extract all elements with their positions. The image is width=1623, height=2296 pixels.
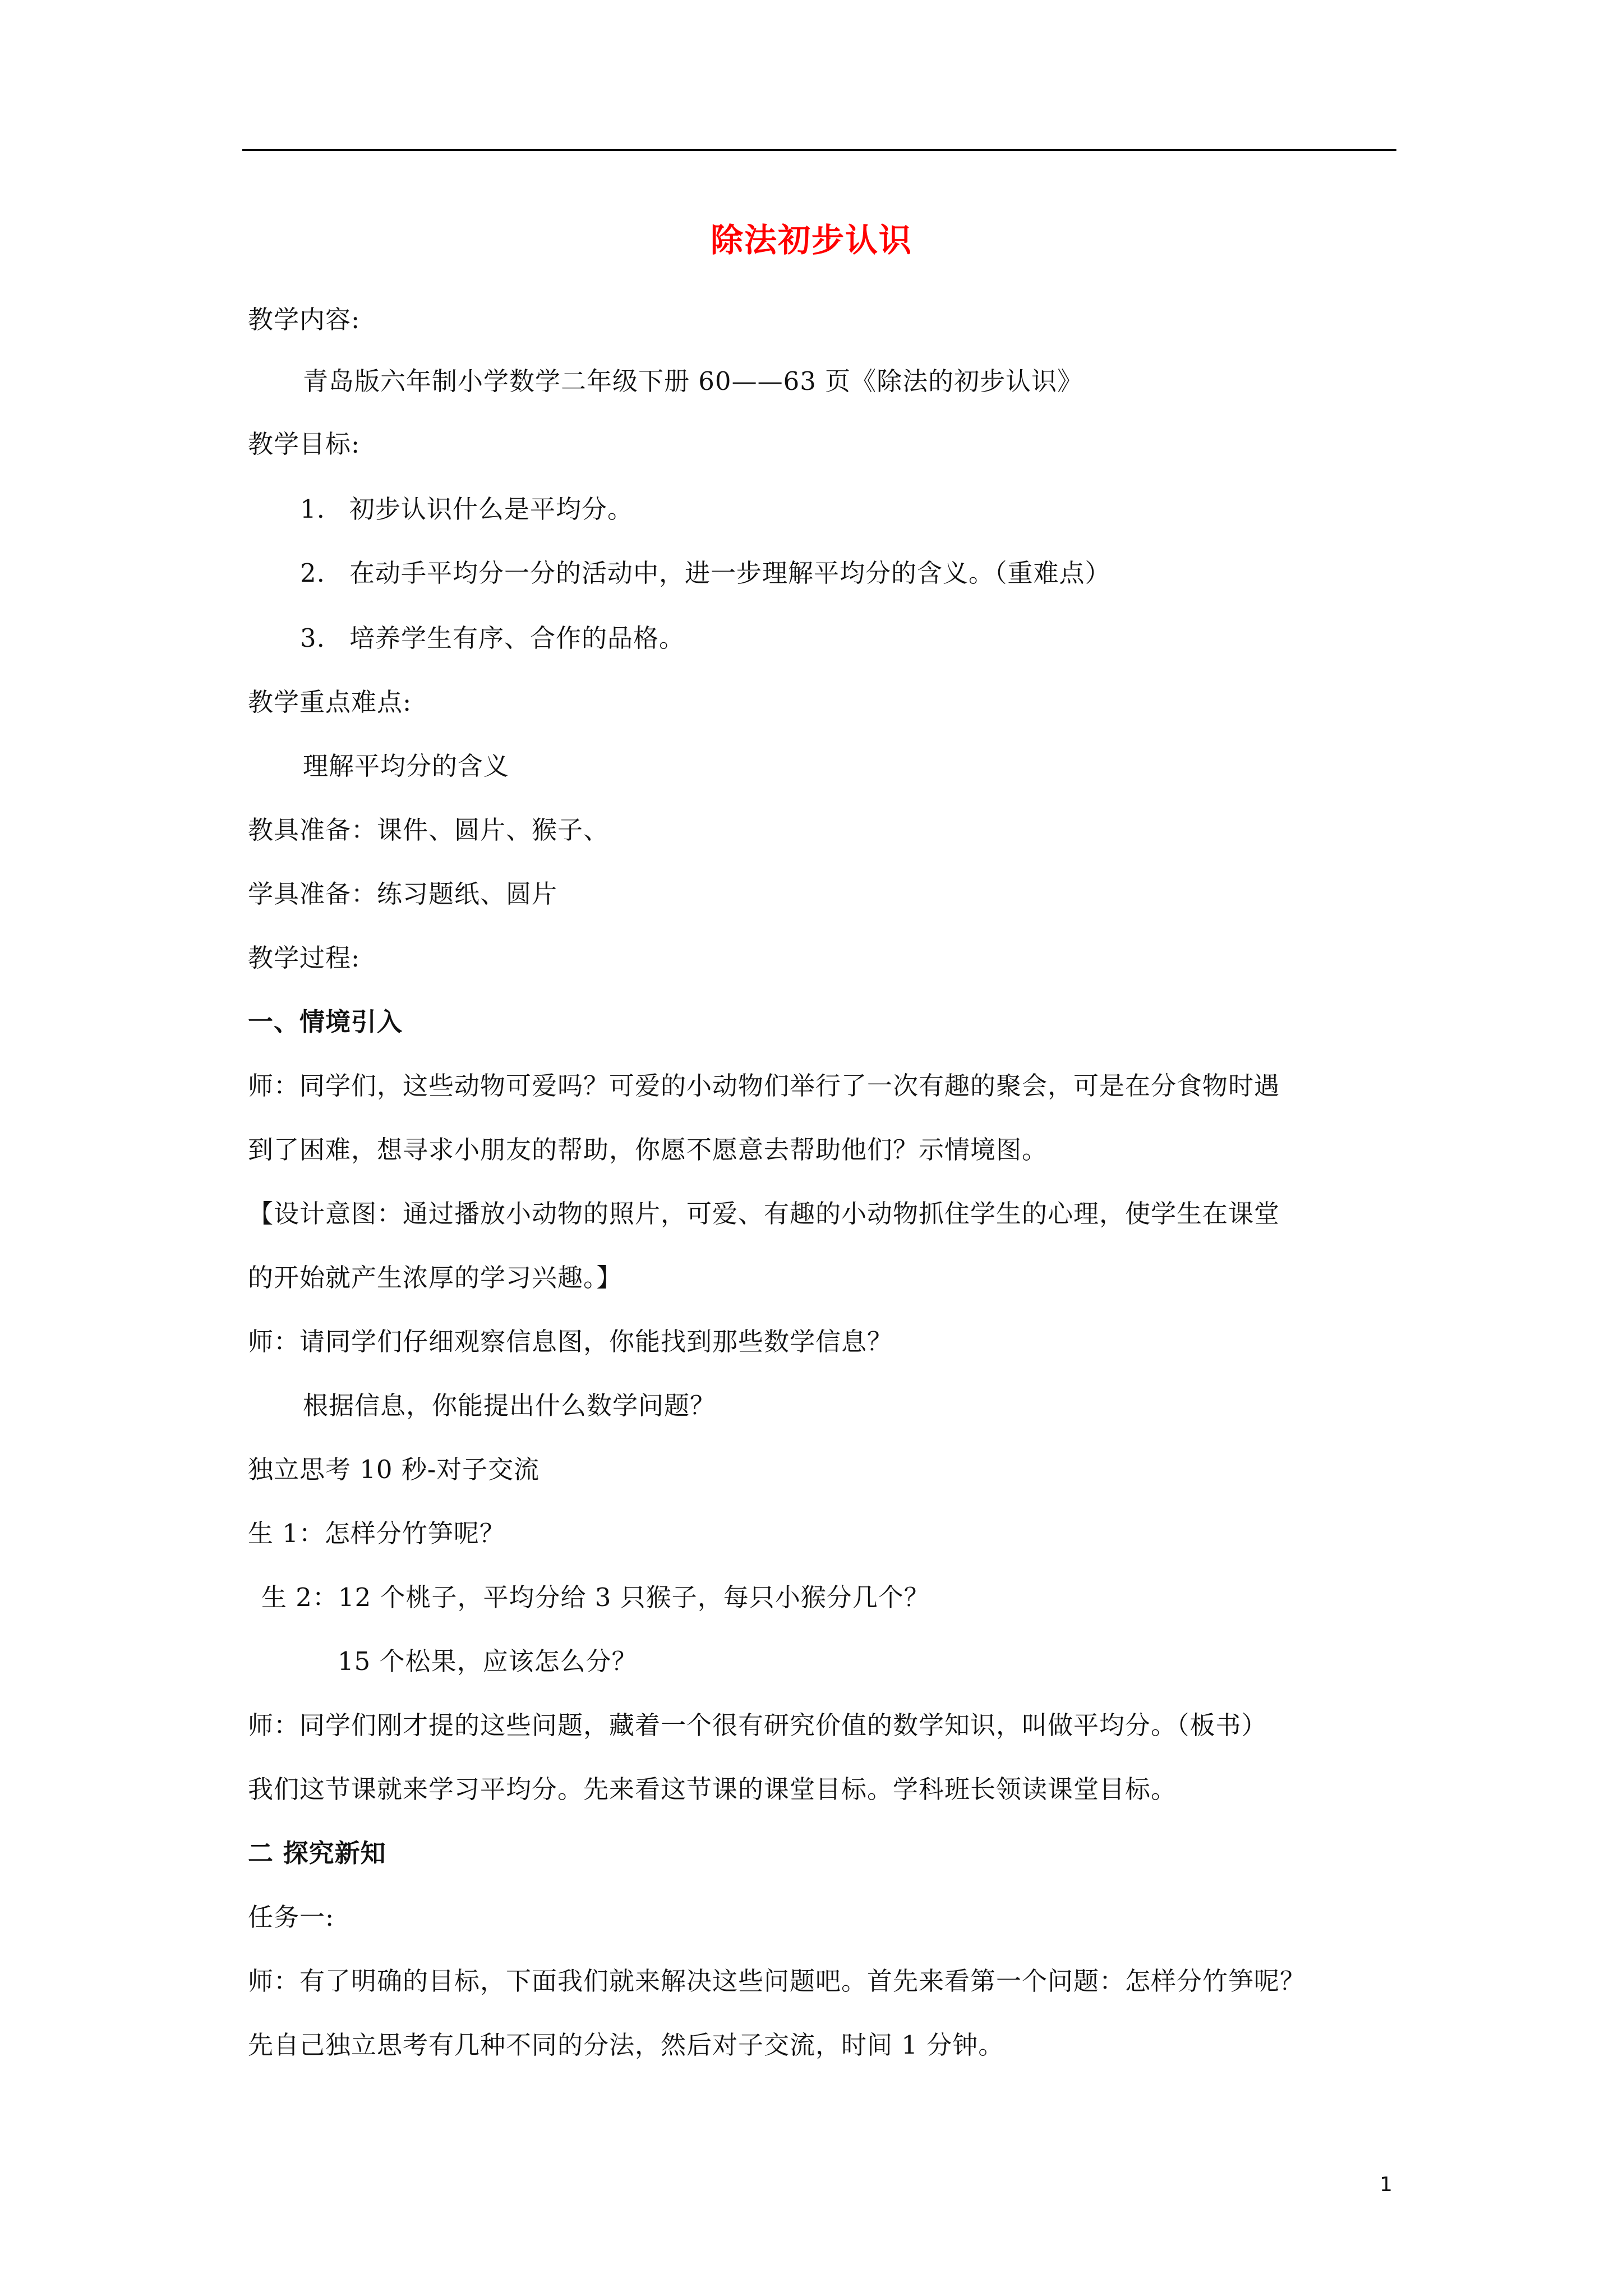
paragraph-line: 师：同学们，这些动物可爱吗？可爱的小动物们举行了一次有趣的聚会，可是在分食物时遇 [248,1071,1280,1101]
goal-number: 2. [300,558,325,588]
goal-text: 培养学生有序、合作的品格。 [349,623,685,653]
paragraph-line: 师：同学们刚才提的这些问题，藏着一个很有研究价值的数学知识，叫做平均分。（板书） [248,1710,1267,1740]
content-heading: 教学内容: [248,305,361,334]
section2-heading: 二 探究新知 [248,1838,386,1868]
goal-item [300,551,1111,596]
student-answer: 15 个松果，应该怎么分？ [338,1646,638,1676]
key-points-heading: 教学重点难点: [248,687,412,717]
process-heading: 教学过程: [248,943,361,973]
goal-number: 3. [300,623,325,653]
section1-heading: 一、情境引入 [248,1007,403,1037]
goal-item [300,616,685,661]
goal-number: 1. [300,494,325,524]
goal-text: 初步认识什么是平均分。 [349,494,634,524]
paragraph-line: 根据信息，你能提出什么数学问题？ [303,1391,716,1420]
design-intent-line: 的开始就产生浓厚的学习兴趣。】 [248,1263,623,1292]
student-answer: 生 2：12 个桃子，平均分给 3 只猴子，每只小猴分几个？ [261,1582,930,1612]
student-answer: 生 1：怎样分竹笋呢？ [248,1519,505,1548]
goals-heading: 教学目标: [248,429,361,459]
page-number: 1 [1380,2173,1393,2196]
paragraph-line: 到了困难，想寻求小朋友的帮助，你愿不愿意去帮助他们？示情境图。 [248,1135,1048,1165]
goal-item [300,487,633,532]
goal-text: 在动手平均分一分的活动中，进一步理解平均分的含义。（重难点） [349,558,1111,588]
student-tools: 学具准备：练习题纸、圆片 [248,879,558,909]
paragraph-line: 先自己独立思考有几种不同的分法，然后对子交流，时间 1 分钟。 [248,2030,1004,2060]
paragraph-line: 我们这节课就来学习平均分。先来看这节课的课堂目标。学科班长领读课堂目标。 [248,1774,1177,1804]
task-label: 任务一: [248,1902,335,1932]
key-points-text: 理解平均分的含义 [303,751,510,781]
content-text: 青岛版六年制小学数学二年级下册 60——63 页《除法的初步认识》 [303,366,1083,396]
paragraph-line: 师：请同学们仔细观察信息图，你能找到那些数学信息？ [248,1327,893,1356]
paragraph-line: 独立思考 10 秒-对子交流 [248,1455,540,1484]
header-rule [242,149,1396,151]
teacher-tools: 教具准备：课件、圆片、猴子、 [248,815,610,845]
paragraph-line: 师：有了明确的目标，下面我们就来解决这些问题吧。首先来看第一个问题：怎样分竹笋呢？ [248,1966,1306,1996]
document-title: 除法初步认识 [710,221,912,259]
design-intent-line: 【设计意图：通过播放小动物的照片，可爱、有趣的小动物抓住学生的心理，使学生在课堂 [248,1199,1280,1228]
